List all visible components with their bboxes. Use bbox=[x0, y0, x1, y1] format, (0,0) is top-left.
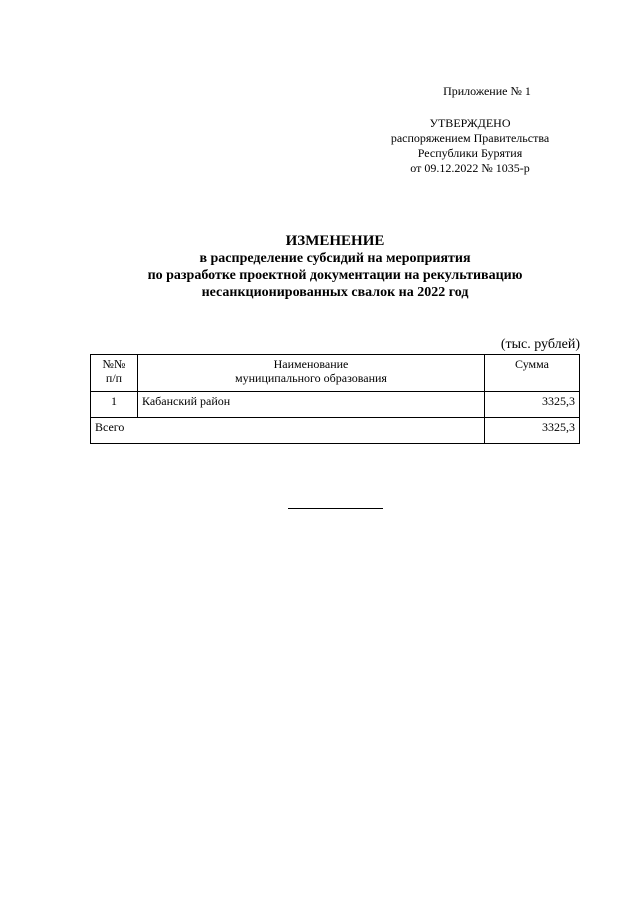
title-line: по разработке проектной документации на рекультивацию bbox=[147, 268, 523, 283]
header-number bbox=[91, 355, 138, 392]
title-line: несанкционированных свалок на 2022 год bbox=[201, 285, 469, 300]
closing-rule bbox=[288, 508, 383, 509]
table-total-row bbox=[91, 418, 580, 444]
header-number-line: №№ bbox=[102, 357, 126, 371]
table-row bbox=[91, 392, 580, 418]
total-label: Всего bbox=[91, 418, 485, 444]
header-name-line: муниципального образования bbox=[235, 371, 387, 385]
approved-by-line: Республики Бурятия bbox=[417, 146, 523, 160]
row-name: Кабанский район bbox=[138, 392, 485, 418]
approval-block bbox=[360, 84, 580, 176]
spacer bbox=[360, 99, 580, 116]
title-line: в распределение субсидий на мероприятия bbox=[199, 251, 471, 266]
document-title bbox=[90, 233, 580, 301]
total-sum: 3325,3 bbox=[485, 418, 580, 444]
order-number: от 09.12.2022 № 1035-р bbox=[410, 161, 530, 175]
title-heading: ИЗМЕНЕНИЕ bbox=[285, 233, 385, 249]
appendix-number: Приложение № 1 bbox=[443, 84, 531, 98]
row-sum: 3325,3 bbox=[485, 392, 580, 418]
table-header-row bbox=[91, 355, 580, 392]
header-name bbox=[138, 355, 485, 392]
approved-label: УТВЕРЖДЕНО bbox=[429, 116, 511, 130]
header-sum: Сумма bbox=[485, 355, 580, 392]
header-number-line: п/п bbox=[105, 371, 123, 385]
header-name-line: Наименование bbox=[273, 357, 349, 371]
units-label: (тыс. рублей) bbox=[500, 337, 580, 352]
row-number: 1 bbox=[91, 392, 138, 418]
approved-by-line: распоряжением Правительства bbox=[390, 131, 550, 145]
subsidy-table bbox=[90, 354, 580, 444]
